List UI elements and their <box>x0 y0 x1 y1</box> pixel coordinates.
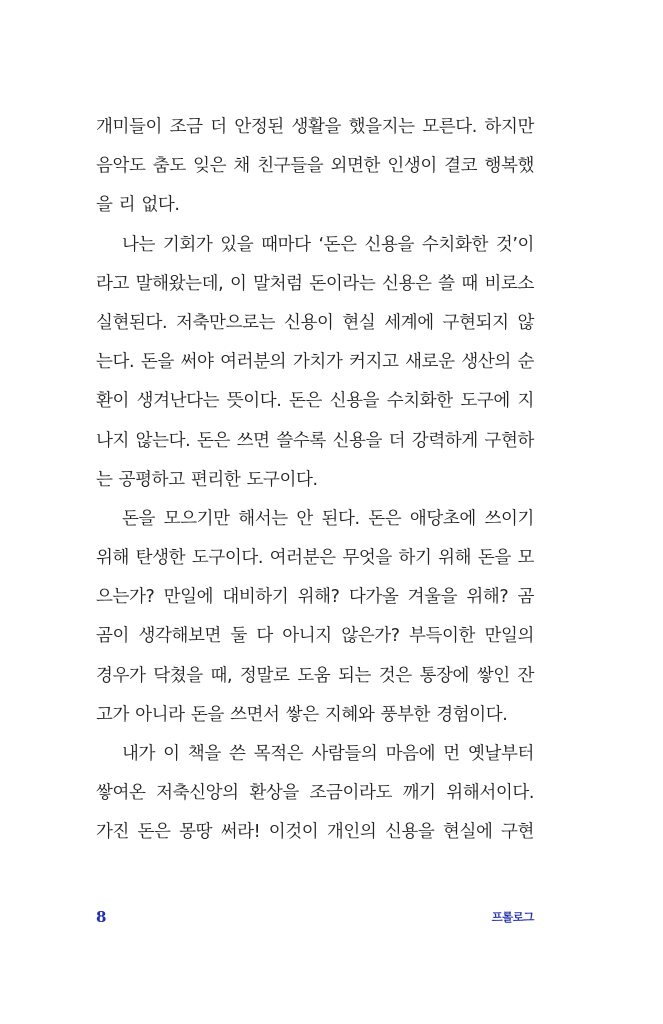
text-line: 라고 말해왔는데, 이 말처럼 돈이라는 신용은 쓸 때 비로소 <box>96 273 534 294</box>
text-line: 내가 이 책을 쓴 목적은 사람들의 마음에 먼 옛날부터 <box>122 744 534 764</box>
text-line: 경우가 닥쳤을 때, 정말로 도움 되는 것은 통장에 쌓인 잔 <box>96 665 534 686</box>
running-title: 프롤로그 <box>491 910 534 924</box>
text-line: 쌓여온 저축신앙의 환상을 조금이라도 깨기 위해서이다. <box>96 783 534 804</box>
text-line: 으는가? 만일에 대비하기 위해? 다가올 겨울을 위해? 곰 <box>96 587 534 608</box>
body-text <box>96 108 534 853</box>
text-line: 개미들이 조금 더 안정된 생활을 했을지는 모른다. 하지만 <box>96 117 534 137</box>
text-line: 고가 아니라 돈을 쓰면서 쌓은 지혜와 풍부한 경험이다. <box>96 704 508 725</box>
text-line: 돈을 모으기만 해서는 안 된다. 돈은 애당초에 쓰이기 <box>122 508 534 529</box>
text-line: 위해 탄생한 도구이다. 여러분은 무엇을 하기 위해 돈을 모 <box>96 548 534 569</box>
text-line: 환이 생겨난다는 뜻이다. 돈은 신용을 수치화한 도구에 지 <box>96 391 534 412</box>
text-line: 가진 돈은 몽땅 써라! 이것이 개인의 신용을 현실에 구현 <box>96 822 534 843</box>
text-line: 나는 기회가 있을 때마다 ‘돈은 신용을 수치화한 것’이 <box>122 234 534 255</box>
text-line: 실현된다. 저축만으로는 신용이 현실 세계에 구현되지 않 <box>96 312 534 333</box>
page-number: 8 <box>96 908 107 926</box>
text-line: 는다. 돈을 써야 여러분의 가치가 커지고 새로운 생산의 순 <box>96 352 534 373</box>
text-line: 음악도 춤도 잊은 채 친구들을 외면한 인생이 결코 행복했 <box>96 156 534 177</box>
page-footer <box>96 908 534 930</box>
text-line: 나지 않는다. 돈은 쓰면 쓸수록 신용을 더 강력하게 구현하 <box>96 430 534 451</box>
text-line: 곰이 생각해보면 둘 다 아니지 않은가? 부득이한 만일의 <box>96 626 534 647</box>
text-line: 는 공평하고 편리한 도구이다. <box>96 469 318 490</box>
text-line: 을 리 없다. <box>96 195 180 216</box>
